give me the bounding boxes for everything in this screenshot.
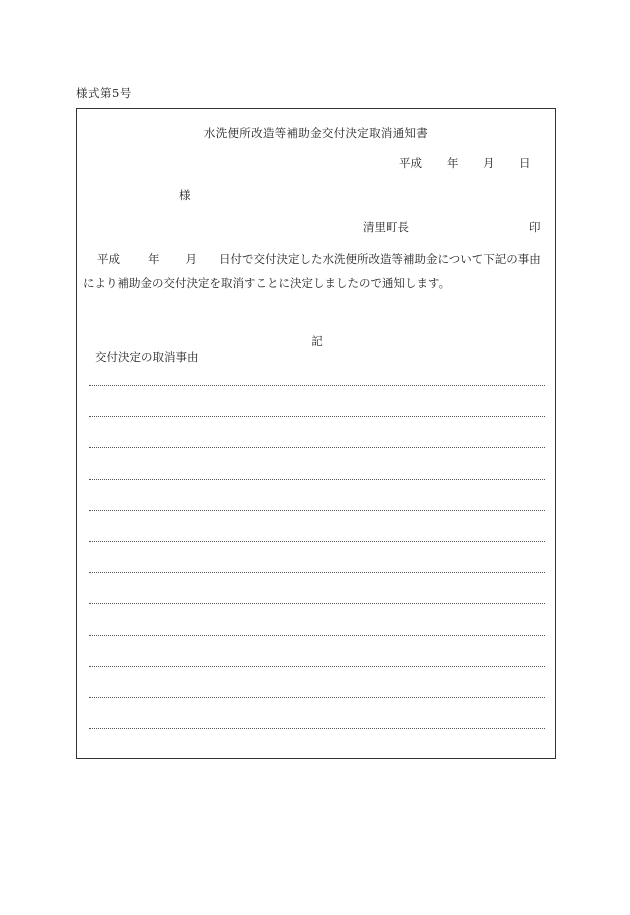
date-era: 平成 <box>399 156 422 170</box>
reason-line <box>89 416 545 417</box>
reason-line <box>89 385 545 386</box>
body-month: 月 <box>185 252 197 266</box>
reason-lines <box>89 385 545 759</box>
addressee: 様 <box>179 188 191 202</box>
reason-line <box>89 635 545 636</box>
body-year: 年 <box>148 252 160 266</box>
issue-date <box>399 155 531 171</box>
seal-mark: 印 <box>529 220 541 234</box>
body-line-2: により補助金の交付決定を取消すことに決定しましたので通知します。 <box>83 276 451 290</box>
reason-line <box>89 697 545 698</box>
body-era: 平成 <box>97 252 120 266</box>
reason-line <box>89 447 545 448</box>
date-day: 日 <box>519 156 531 170</box>
reason-line <box>89 479 545 480</box>
reason-line <box>89 541 545 542</box>
body-line1-rest: 日付で交付決定した水洗便所改造等補助金について下記の事由 <box>219 252 541 266</box>
reason-line <box>89 666 545 667</box>
body-line-1 <box>83 247 553 271</box>
date-year: 年 <box>447 156 459 170</box>
reason-line <box>89 572 545 573</box>
document-title: 水洗便所改造等補助金交付決定取消通知書 <box>203 126 429 140</box>
reason-line <box>89 728 545 729</box>
notice-body <box>83 247 553 295</box>
ki-heading: 記 <box>311 334 323 348</box>
reason-line <box>89 603 545 604</box>
form-number: 様式第5号 <box>76 86 132 100</box>
reason-label: 交付決定の取消事由 <box>95 350 199 364</box>
notice-frame <box>76 108 556 759</box>
sender-title: 清里町長 <box>363 220 409 234</box>
reason-line <box>89 510 545 511</box>
date-month: 月 <box>483 156 495 170</box>
